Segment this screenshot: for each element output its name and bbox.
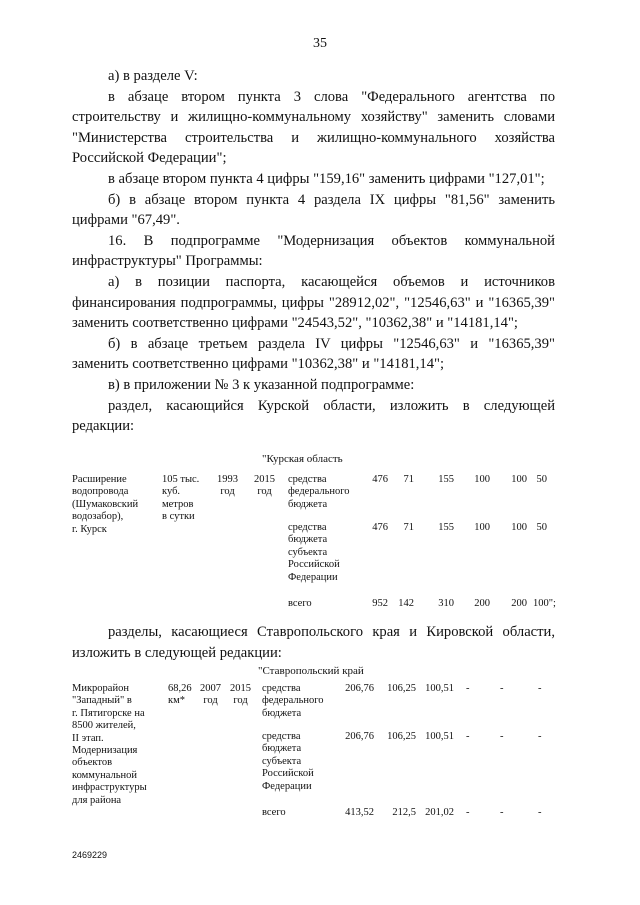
value-cell: 206,76 <box>345 683 374 694</box>
value-cell: 100 <box>474 522 490 533</box>
value-cell: 100 <box>511 474 527 485</box>
value-cell: - <box>466 807 470 818</box>
paragraph: б) в абзаце втором пункта 4 раздела IX цифры "81,56" заменить цифрами "67,49". <box>72 191 555 229</box>
value-cell: - <box>538 807 542 818</box>
value-cell: - <box>466 731 470 742</box>
funding-source-cell: средства федерального бюджета <box>288 474 350 510</box>
funding-source-cell: всего <box>262 807 286 818</box>
page-number: 35 <box>313 36 327 51</box>
paragraph: разделы, касающиеся Ставропольского края и Кировской области, изложить в следующей редакции: <box>72 624 555 661</box>
paragraph: а) в разделе V: <box>108 68 198 84</box>
value-cell: 106,25 <box>387 731 416 742</box>
start-year-cell: 1993 год <box>217 474 238 498</box>
value-cell: - <box>466 683 470 694</box>
value-cell: 155 <box>438 522 454 533</box>
value-cell: 310 <box>438 598 454 609</box>
value-cell: 100,51 <box>425 683 454 694</box>
value-cell: 71 <box>403 474 414 485</box>
object-name-cell: Расширение водопровода (Шумаковский водозабор), г. Курск <box>72 474 139 535</box>
document-code: 2469229 <box>72 850 108 860</box>
value-cell: 201,02 <box>425 807 454 818</box>
paragraph: б) в абзаце третьем раздела IV цифры "12546,63" и "16365,39" заменить соответственно цифрами "10362,38" и "14181,14"; <box>72 335 555 373</box>
kursk-table-caption: "Курская область <box>262 453 343 465</box>
capacity-cell: 105 тыс. куб. метров в сутки <box>162 474 200 523</box>
value-cell: 106,25 <box>387 683 416 694</box>
value-cell: 71 <box>403 522 414 533</box>
paragraph: 16. В подпрограмме "Модернизация объектов коммунальной инфраструктуры" Программы: <box>72 232 555 270</box>
paragraph: раздел, касающийся Курской области, изложить в следующей редакции: <box>72 397 555 435</box>
value-cell: 100 <box>511 522 527 533</box>
funding-source-cell: всего <box>288 598 312 609</box>
stavropol-table-caption: "Ставропольский край <box>258 665 364 677</box>
value-cell: 200 <box>511 598 527 609</box>
paragraph: а) в позиции паспорта, касающейся объемов и источников финансирования подпрограммы, цифры "28912,02", "12546,63" и "16365,39" заменить соответственно цифрами "24543,52", "10362,38" и "14181,14"; <box>72 273 555 332</box>
funding-source-cell: средства бюджета субъекта Российской Федерации <box>288 522 340 583</box>
value-cell: - <box>538 683 542 694</box>
value-cell: 476 <box>372 474 388 485</box>
paragraph: в абзаце втором пункта 4 цифры "159,16" заменить цифрами "127,01"; <box>108 170 545 187</box>
value-cell: - <box>500 807 504 818</box>
value-cell: - <box>500 731 504 742</box>
paragraph-after-kursk <box>72 622 555 663</box>
value-cell: 50 <box>536 522 547 533</box>
end-year-cell: 2015 год <box>230 683 251 707</box>
value-cell: - <box>500 683 504 694</box>
value-cell: 212,5 <box>392 807 416 818</box>
funding-source-cell: средства бюджета субъекта Российской Федерации <box>262 731 314 792</box>
value-cell: 100 <box>474 474 490 485</box>
capacity-cell: 68,26 км* <box>168 683 192 707</box>
value-cell: 50 <box>536 474 547 485</box>
value-cell: 413,52 <box>345 807 374 818</box>
value-cell: 155 <box>438 474 454 485</box>
paragraph: в абзаце втором пункта 3 слова "Федерального агентства по строительству и жилищно-коммунальному хозяйству" заменить словами "Министерства строительства и жилищно-коммунального хозяйства Российской Федерации"; <box>72 88 555 167</box>
value-cell: 100,51 <box>425 731 454 742</box>
value-cell: 476 <box>372 522 388 533</box>
funding-source-cell: средства федерального бюджета <box>262 683 324 719</box>
value-cell: 100"; <box>533 598 556 609</box>
value-cell: - <box>538 731 542 742</box>
object-name-cell: Микрорайон "Западный" в г. Пятигорске на 8500 жителей, II этап. Модернизация объектов коммунальной инфраструктуры для района <box>72 683 147 806</box>
amendment-text <box>72 66 555 437</box>
paragraph: в) в приложении № 3 к указанной подпрограмме: <box>108 376 415 393</box>
end-year-cell: 2015 год <box>254 474 275 498</box>
value-cell: 200 <box>474 598 490 609</box>
value-cell: 952 <box>372 598 388 609</box>
start-year-cell: 2007 год <box>200 683 221 707</box>
value-cell: 206,76 <box>345 731 374 742</box>
value-cell: 142 <box>398 598 414 609</box>
